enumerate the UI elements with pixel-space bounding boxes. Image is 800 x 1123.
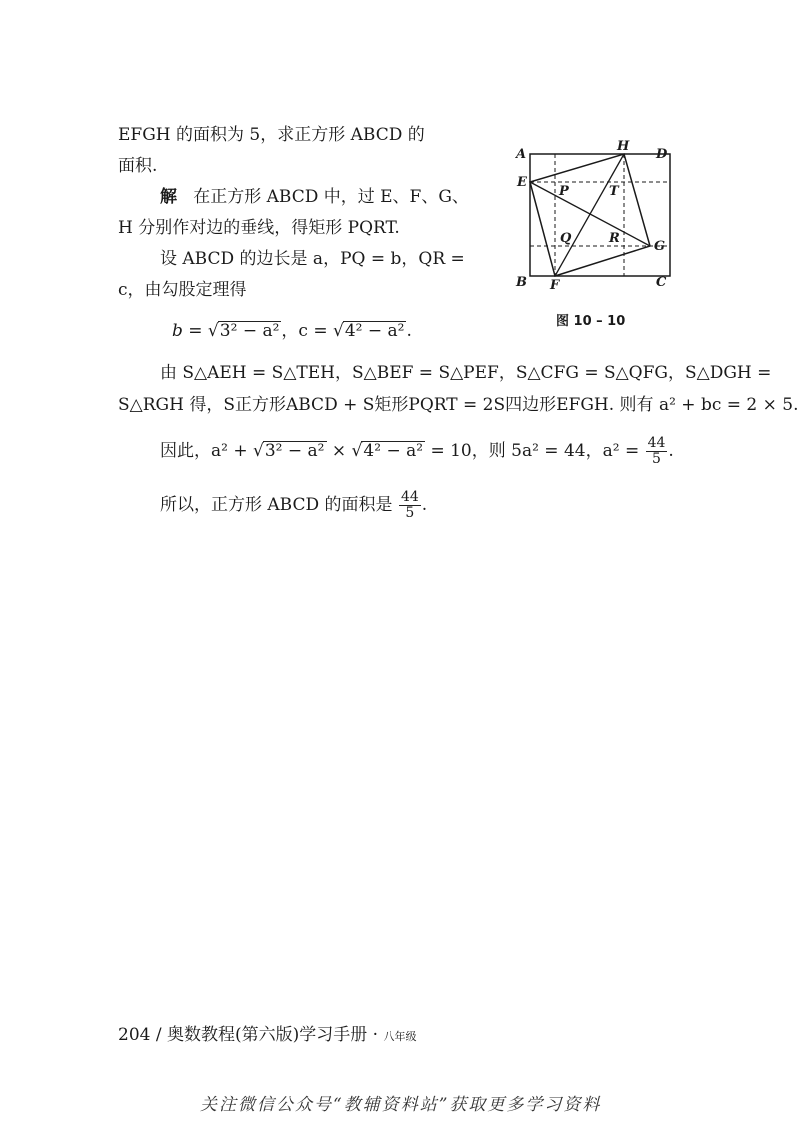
label-a: A bbox=[516, 147, 527, 162]
line8-radicand-1: 3² − a² bbox=[264, 441, 325, 461]
line8-post: = 10，则 5a² = 44，a² = bbox=[430, 441, 640, 461]
line8-pre: 因此，a² + bbox=[160, 441, 248, 461]
label-f: F bbox=[550, 278, 560, 293]
solution-text-2: H 分别作对边的垂线，得矩形 PQRT. bbox=[118, 218, 400, 238]
solution-line-1 bbox=[160, 186, 469, 208]
line9-fraction bbox=[399, 490, 421, 521]
label-e: E bbox=[517, 175, 527, 190]
problem-line-2 bbox=[118, 155, 157, 177]
solution-label: 解 bbox=[160, 187, 177, 207]
geometry-figure bbox=[508, 134, 678, 304]
formula-line: b = √3² − a² ，c = √4² − a² . bbox=[172, 321, 412, 341]
line8-radicand-2: 4² − a² bbox=[363, 441, 424, 461]
label-c: C bbox=[656, 275, 667, 290]
solution-line-2 bbox=[118, 217, 400, 239]
figure-caption: 图 10 – 10 bbox=[556, 314, 626, 329]
solution-text-7: S△RGH 得，S正方形ABCD + S矩形PQRT = 2S四边形EFGH. 则有 a² + bc = 2 × 5. bbox=[118, 395, 799, 415]
solution-line-7 bbox=[118, 394, 799, 416]
solution-text-3: 设 ABCD 的边长是 a，PQ = b，QR = bbox=[160, 249, 465, 269]
label-d: D bbox=[656, 147, 668, 162]
solution-line-3 bbox=[160, 248, 465, 270]
solution-line-6 bbox=[160, 362, 771, 384]
line8-denominator: 5 bbox=[652, 451, 661, 467]
label-h: H bbox=[617, 139, 630, 154]
problem-text-2: 面积. bbox=[118, 156, 158, 176]
line9-numerator: 44 bbox=[400, 489, 419, 505]
formula-b: b = bbox=[172, 321, 203, 341]
label-p: P bbox=[559, 184, 569, 199]
formula-b-radicand: 3² − a² bbox=[219, 321, 280, 341]
label-q: Q bbox=[560, 231, 572, 246]
footer-dot: · bbox=[372, 1025, 379, 1045]
line9-end: . bbox=[421, 495, 428, 515]
label-t: T bbox=[609, 184, 619, 199]
page-footer bbox=[118, 1020, 416, 1045]
formula-end: . bbox=[406, 321, 412, 341]
problem-line-1 bbox=[118, 124, 425, 146]
footer-separator: / bbox=[155, 1025, 162, 1045]
watermark-text: 关注微信公众号“教辅资料站”获取更多学习资料 bbox=[200, 1095, 602, 1115]
line8-numerator: 44 bbox=[647, 435, 666, 451]
line8-end: . bbox=[668, 441, 674, 461]
formula-c: ，c = bbox=[281, 321, 328, 341]
line9-pre: 所以，正方形 ABCD 的面积是 bbox=[160, 495, 393, 515]
solution-line-9 bbox=[160, 490, 427, 521]
problem-text-1: EFGH 的面积为 5，求正方形 ABCD 的 bbox=[118, 125, 425, 145]
solution-text-1: 在正方形 ABCD 中，过 E、F、G、 bbox=[193, 187, 469, 207]
page-number: 204 bbox=[118, 1025, 151, 1045]
label-g: G bbox=[654, 239, 666, 254]
line8-fraction bbox=[646, 436, 668, 467]
label-b: B bbox=[516, 275, 527, 290]
solution-line-4 bbox=[118, 279, 247, 301]
solution-text-6: 由 S△AEH = S△TEH，S△BEF = S△PEF，S△CFG = S△QFG，S△DGH = bbox=[160, 363, 772, 383]
formula-c-radicand: 4² − a² bbox=[344, 321, 405, 341]
square-abcd bbox=[530, 154, 670, 276]
solution-text-4: c，由勾股定理得 bbox=[118, 280, 247, 300]
book-title: 奥数教程(第六版)学习手册 bbox=[167, 1025, 368, 1045]
grade-label: 八年级 bbox=[383, 1030, 417, 1043]
line9-denominator: 5 bbox=[405, 505, 415, 521]
line8-times: × bbox=[331, 441, 347, 461]
label-r: R bbox=[609, 231, 620, 246]
solution-line-8: 因此，a² + √3² − a² × √4² − a² = 10，则 5a² = 44，a² = $\frac{44}{5}$ . bbox=[160, 435, 674, 467]
